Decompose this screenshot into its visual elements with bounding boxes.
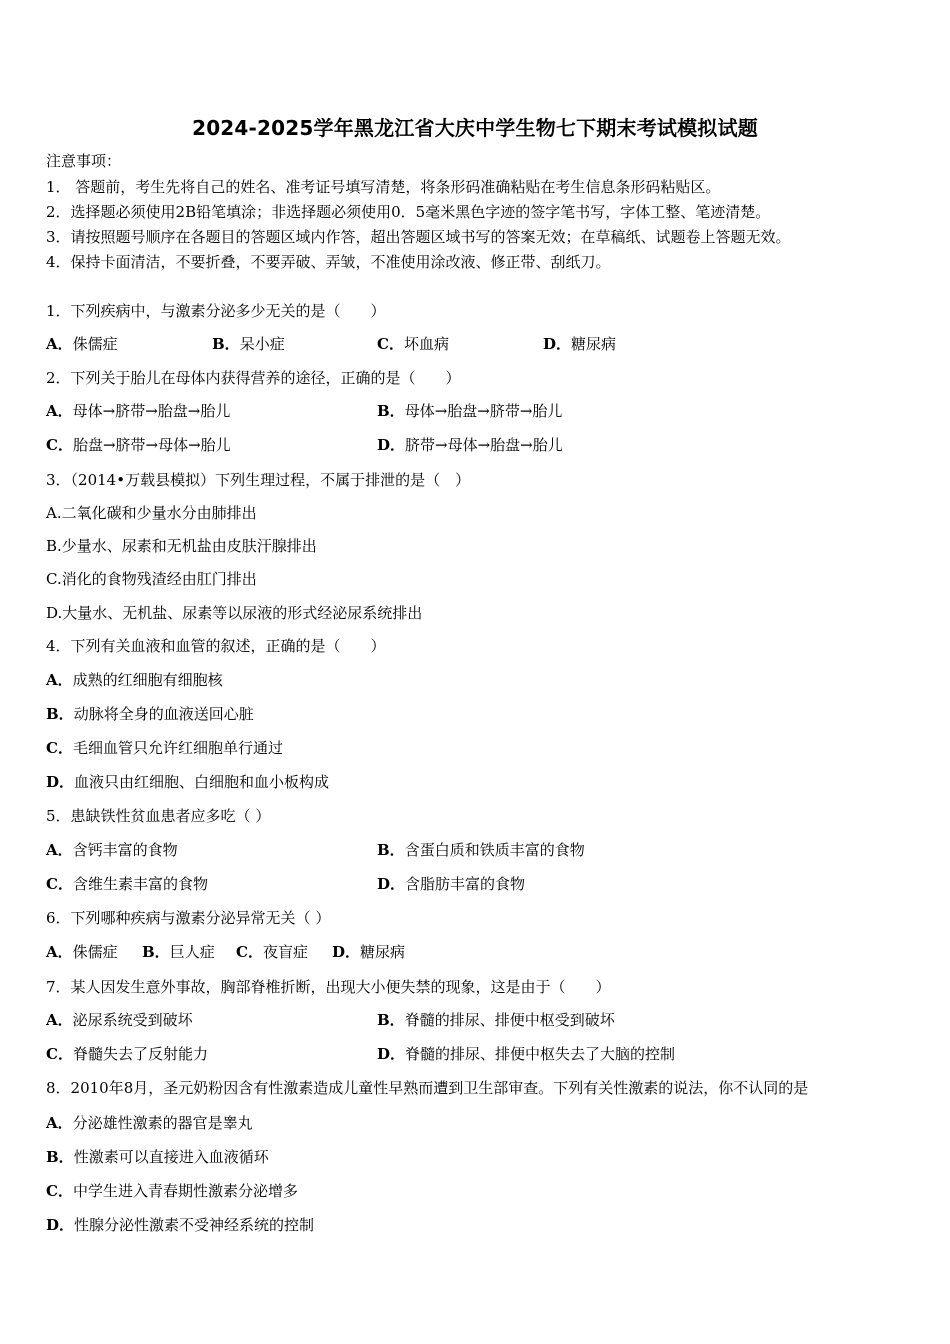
option-letter: D． — [332, 943, 361, 961]
option-letter: D． — [46, 1216, 75, 1234]
option-letter: D. — [46, 604, 63, 622]
option-letter: B． — [212, 335, 240, 353]
question-7-stem: 7．某人因发生意外事故，胸部脊椎折断，出现大小便失禁的现象，这是由于（ ） — [46, 978, 611, 996]
q2-option-b — [377, 401, 562, 421]
option-letter: C． — [236, 943, 263, 961]
option-letter: B． — [46, 1148, 74, 1166]
option-letter: C. — [46, 570, 62, 588]
q1-option-d — [543, 334, 616, 354]
option-text: 分泌雄性激素的器官是睾丸 — [72, 1114, 253, 1132]
q7-option-a — [46, 1010, 193, 1030]
question-4-stem: 4．下列有关血液和血管的叙述，正确的是（ ） — [46, 637, 386, 655]
notice-item-2: 2．选择题必须使用2B铅笔填涂；非选择题必须使用0．5毫米黑色字迹的签字笔书写，字体工整、笔迹清楚。 — [46, 203, 771, 221]
q4-option-c — [46, 738, 283, 758]
option-text: 脊髓的排尿、排便中枢失去了大脑的控制 — [405, 1045, 676, 1063]
option-letter: D． — [377, 875, 406, 893]
q4-option-a — [46, 670, 223, 690]
q1-option-a — [46, 334, 118, 354]
q7-option-c — [46, 1044, 208, 1064]
option-letter: B． — [377, 1011, 405, 1029]
q7-option-d — [377, 1044, 675, 1064]
q1-option-b — [212, 334, 285, 354]
q3-option-a — [46, 503, 257, 523]
option-text: 脊髓的排尿、排便中枢受到破坏 — [404, 1011, 615, 1029]
option-text: 性腺分泌性激素不受神经系统的控制 — [74, 1216, 315, 1234]
q7-option-b — [377, 1010, 615, 1030]
q3-option-c — [46, 569, 257, 589]
option-text: 血液只由红细胞、白细胞和血小板构成 — [74, 773, 330, 791]
question-2-stem: 2．下列关于胎儿在母体内获得营养的途径，正确的是（ ） — [46, 369, 461, 387]
option-text: 含蛋白质和铁质丰富的食物 — [404, 841, 585, 859]
q5-option-b — [377, 840, 585, 860]
option-letter: D． — [46, 773, 75, 791]
option-letter: C． — [46, 739, 73, 757]
option-text: 侏儒症 — [72, 335, 118, 353]
option-text: 含维生素丰富的食物 — [72, 875, 208, 893]
option-letter: B. — [46, 537, 62, 555]
option-text: 中学生进入青春期性激素分泌增多 — [72, 1182, 298, 1200]
option-text: 大量水、无机盐、尿素等以尿液的形式经泌尿系统排出 — [62, 604, 423, 622]
option-text: 夜盲症 — [262, 943, 308, 961]
option-text: 糖尿病 — [571, 335, 617, 353]
option-letter: C． — [46, 875, 73, 893]
option-letter: D． — [543, 335, 572, 353]
q4-option-b — [46, 704, 254, 724]
option-letter: B． — [377, 402, 405, 420]
question-5-stem: 5．患缺铁性贫血患者应多吃（ ） — [46, 807, 271, 825]
q6-option-b — [142, 942, 215, 962]
page-title: 2024-2025学年黑龙江省大庆中学生物七下期末考试模拟试题 — [192, 116, 758, 140]
question-3-stem: 3．（2014•万载县模拟）下列生理过程，不属于排泄的是（ ） — [46, 471, 471, 489]
option-letter: C． — [377, 335, 404, 353]
notice-item-1: 1． 答题前，考生先将自己的姓名、准考证号填写清楚，将条形码准确粘贴在考生信息条形码粘贴区。 — [46, 178, 721, 196]
question-6-stem: 6．下列哪种疾病与激素分泌异常无关（ ） — [46, 909, 331, 927]
option-text: 成熟的红细胞有细胞核 — [72, 671, 223, 689]
option-text: 母体→胎盘→脐带→胎儿 — [404, 402, 563, 420]
option-letter: B． — [377, 841, 405, 859]
option-letter: B． — [46, 705, 74, 723]
option-text: 糖尿病 — [360, 943, 406, 961]
q5-option-d — [377, 874, 525, 894]
q1-option-c — [377, 334, 449, 354]
option-letter: A． — [46, 335, 73, 353]
option-text: 动脉将全身的血液送回心脏 — [73, 705, 254, 723]
q2-option-d — [377, 435, 563, 455]
option-text: 含钙丰富的食物 — [72, 841, 178, 859]
option-text: 毛细血管只允许红细胞单行通过 — [72, 739, 283, 757]
option-letter: A． — [46, 402, 73, 420]
option-text: 胎盘→脐带→母体→胎儿 — [72, 436, 231, 454]
option-text: 侏儒症 — [72, 943, 118, 961]
option-letter: A． — [46, 1011, 73, 1029]
q2-option-c — [46, 435, 231, 455]
q3-option-d — [46, 603, 422, 623]
notice-item-3: 3．请按照题号顺序在各题目的答题区域内作答，超出答题区域书写的答案无效；在草稿纸、试题卷上答题无效。 — [46, 228, 791, 246]
q2-option-a — [46, 401, 230, 421]
notice-heading: 注意事项： — [46, 152, 122, 170]
option-text: 消化的食物残渣经由肛门排出 — [61, 570, 257, 588]
option-letter: A． — [46, 943, 73, 961]
q8-option-c — [46, 1181, 298, 1201]
option-text: 母体→脐带→胎盘→胎儿 — [72, 402, 231, 420]
q8-option-b — [46, 1147, 269, 1167]
option-letter: C． — [46, 436, 73, 454]
option-text: 性激素可以直接进入血液循环 — [73, 1148, 269, 1166]
question-1-stem: 1．下列疾病中，与激素分泌多少无关的是（ ） — [46, 302, 386, 320]
q6-option-c — [236, 942, 308, 962]
q3-option-b — [46, 536, 317, 556]
option-letter: C． — [46, 1182, 73, 1200]
option-letter: A． — [46, 671, 73, 689]
option-text: 脐带→母体→胎盘→胎儿 — [405, 436, 563, 454]
option-text: 少量水、尿素和无机盐由皮肤汗腺排出 — [61, 537, 317, 555]
q4-option-d — [46, 772, 329, 792]
q6-option-a — [46, 942, 118, 962]
option-letter: D． — [377, 1045, 406, 1063]
question-8-stem: 8．2010年8月，圣元奶粉因含有性激素造成儿童性早熟而遭到卫生部审查。下列有关性激素的说法，你不认同的是 — [46, 1079, 809, 1097]
option-letter: A. — [46, 504, 62, 522]
option-text: 巨人症 — [169, 943, 215, 961]
q8-option-d — [46, 1215, 314, 1235]
option-letter: C． — [46, 1045, 73, 1063]
option-letter: A． — [46, 841, 73, 859]
notice-item-4: 4．保持卡面清洁，不要折叠，不要弄破、弄皱，不准使用涂改液、修正带、刮纸刀。 — [46, 253, 611, 271]
option-text: 脊髓失去了反射能力 — [72, 1045, 208, 1063]
option-text: 坏血病 — [403, 335, 449, 353]
option-letter: D． — [377, 436, 406, 454]
option-text: 呆小症 — [239, 335, 285, 353]
q8-option-a — [46, 1113, 253, 1133]
q6-option-d — [332, 942, 405, 962]
q5-option-c — [46, 874, 208, 894]
q5-option-a — [46, 840, 178, 860]
option-text: 二氧化碳和少量水分由肺排出 — [61, 504, 257, 522]
option-text: 含脂肪丰富的食物 — [405, 875, 526, 893]
option-text: 泌尿系统受到破坏 — [72, 1011, 193, 1029]
option-letter: B． — [142, 943, 170, 961]
option-letter: A． — [46, 1114, 73, 1132]
